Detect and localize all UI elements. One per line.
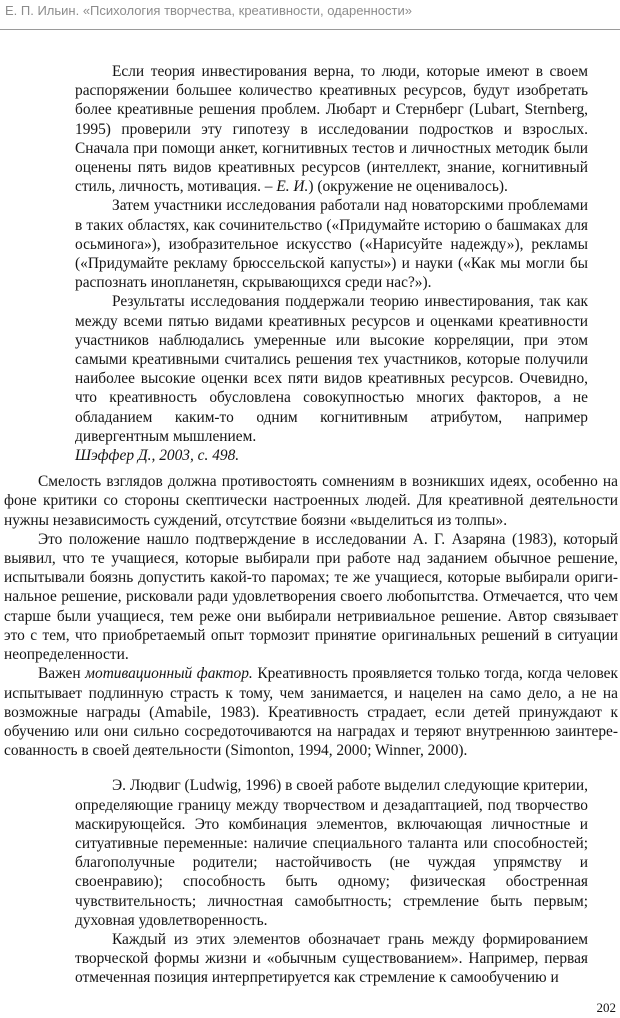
quote-text: ) (окружение не оценивалось). bbox=[308, 178, 508, 196]
quote-paragraph: Результаты исследования поддержали теорию инвестирования, так как между всеми пятью видами креативных ресурсов и оценками креативности участников наблюдались умеренные или высокие корреляции, при этом самыми креативными считались решения тех участников, которые получили наиболее высокие оценки всех пяти видов креативных ресурсов. Очевидно, что креативность обусловлена совокупностью многих факторов, а не обладанием каким-то одним когнитивным атрибутом, например дивергентным мышлением. bbox=[75, 293, 588, 445]
quote-text: Если теория инвестирования верна, то люди, которые имеют в своем распоряжении большее количество креативных ресурсов, будут изобретать более креативные решения проблем. Любарт и Стернберг (Lubart, Sternberg, 1995) проверили эту гипотезу в исследовании подростков и взрослых. Сначала при помощи анкет, когнитивных тестов и личностных методик были оценены пять видов креативных ресурсов (интеллект, знание, когнитивный стиль, личность, мотивация. – bbox=[75, 63, 588, 196]
running-header-text: Е. П. Ильин. «Психология творчества, креативности, одаренности» bbox=[5, 3, 412, 18]
main-paragraph: Это положение нашло подтверждение в исследовании А. Г. Азаряна (1983), который выявил, что те учащиеся, которые выбирали при работе над заданием обычное решение, испытывали боязнь допустить какой-то паромах; те же учащиеся, которые выбирали оригинальное решение, рисковали ради удовлетворения своего любопытства. Отмечается, что чем старше были учащиеся, тем реже они выбирали нетривиальное решение. Автор связывает это с тем, что приобретаемый опыт тормозит принятие оригинальных решений в ситуации неопределенности. bbox=[4, 530, 618, 664]
running-header bbox=[0, 0, 620, 30]
quote-paragraph bbox=[75, 62, 588, 196]
main-paragraph: Смелость взглядов должна противостоять сомнениям в возникших идеях, особенно на фоне критики со стороны скептически настроенных людей. Для креативной деятельности нужны независимость суждений, отсутствие боязни «выделиться из толпы». bbox=[4, 473, 618, 529]
quote-paragraph: Затем участники исследования работали над новаторскими проблемами в таких областях, как сочинительство («Придумайте историю о башмаках для осьминога»), изобразительное искусство («Нарисуйте надежду»), рекламы («Придумайте рекламу брюссельской капусты») и науки («Как мы могли бы распознать инопланетян, скрывающихся среди нас?»). bbox=[75, 197, 588, 292]
quote-block-ludwig bbox=[75, 776, 588, 987]
page-number: 202 bbox=[596, 1000, 616, 1015]
paragraph-text: Креативность проявляется только тогда, когда человек испытывает подлинную страсть к тому, чем занимается, и нацелен на само дело, а не на возможные награды (Amabile, 1983). Креативность страдает, если детей принуждают к обучению или они сильно сосредоточиваются на наградах и теряют внутреннюю заинтересованность в своей деятельности (Simonton, 1994, 2000; Winner, 2000). bbox=[4, 665, 618, 760]
main-text bbox=[4, 472, 618, 760]
page-body bbox=[0, 62, 620, 988]
quote-citation: Шэффер Д., 2003, с. 498. bbox=[75, 447, 240, 465]
emphasized-term: мотивационный фактор. bbox=[85, 665, 253, 683]
quote-paragraph: Каждый из этих элементов обозначает грань между формированием творческой формы жизни и «обычным существованием». Например, первая отмеченная позиция интерпретируется как стремление к самообучению и bbox=[75, 930, 588, 987]
quote-block-investment-theory bbox=[75, 62, 588, 465]
editor-initials: Е. И. bbox=[276, 178, 309, 196]
main-paragraph bbox=[4, 664, 618, 760]
paragraph-lead: Важен bbox=[38, 665, 81, 683]
quote-paragraph: Э. Людвиг (Ludwig, 1996) в своей работе выделил следующие критерии, определяющие границу между творчеством и дезадаптацией, под творчество маскирующейся. Это комбинация элементов, включающая личностные и ситуативные переменные: наличие специального таланта или способностей; благополучные родители; настойчивость (не чуждая упрямству и своенравию); способность быть одному; физическая обостренная чувствительность; личностная самобытность; стремление быть первым; духовная удовлетворенность. bbox=[75, 777, 588, 929]
